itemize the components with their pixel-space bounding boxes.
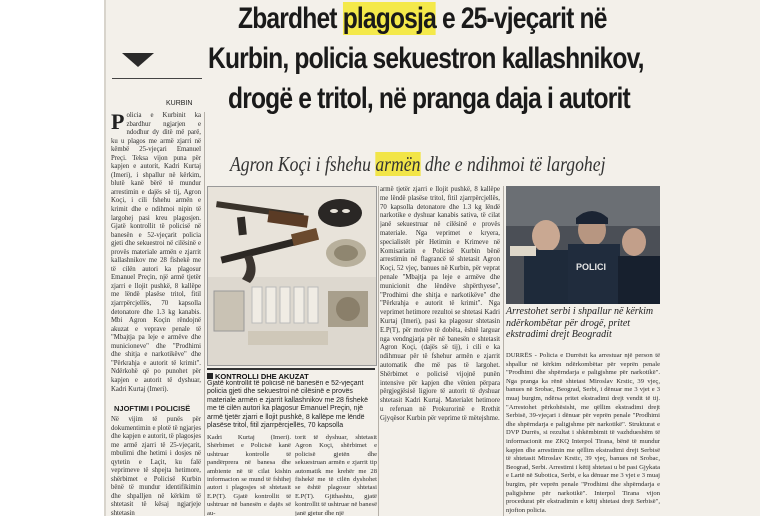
seized-weapons-image xyxy=(208,187,376,365)
column-rule xyxy=(204,112,205,516)
article-column-2: Kadri Kurtaj (Imeri). Shërbimet e Policisë kanë ushtruar kontrolle të pandërprera në banesa dhe ambiente në të cilat kishin informacion se mund të fshihej autori i plagosjes së shtetasit E.P(T). Gjatë kontrollit të ushtruar në banesën e dajës së au- xyxy=(207,434,291,516)
drop-cap: P xyxy=(111,112,125,134)
article-column-4: armë tjetër zjarri e llojit pushkë, 8 kallëpe me lëndë plasëse tritol, fitil zjarrpërcjellës, 70 kapsolla detonatore dhe 1.3 kg lëndë narkotike e dyshuar kanabis sativa, të cilat janë sekuestruar në cilësinë e provës materiale. Nga veprimet e kryera, specialistët për Hetimin e Krimeve në Komisariatin e Policisë Kurbin bënë arrestimin në flagrancë të shtetasit Agron Koçi, 52 vjeç, banues në Kurbin, për veprat penale "Mbajtja pa leje e armëve dhe municionit dhe lëndëve shpërthyese", "Prodhimi dhe shitja e narkotikëve" dhe "Përkrahja e autorit të krimit". Nga veprimet hetimore rezultoi se shtetasi Kadri Kurtaj (Imeri), pasi ka plagosur shtetasin E.P(T), për motive të dobëta, është larguar nga vendngjarja për në banesën e shtetasit Agron Koçi, (dajës së tij), i cili e ka ndihmuar për të fshehur armën e zjarrit automatik dhe më pas të largohet. Shërbimet e policisë vijojnë punën intensive për kapjen dhe vënien përpara përgjegjësisë ligjore të autorit të dyshuar shtetasit Kadri Kurtaj. Materialet hetimore u referuan në Prokurorinë e Rrethit Gjyqësor Kurbin për veprime të mëtejshme. xyxy=(380,186,500,422)
column-rule xyxy=(378,186,379,516)
headline-line-1 xyxy=(238,2,607,36)
photo-caption: Arrestohet serbi i shpallur në kërkim ndërkombëtar për drogë, pritet ekstradimi drejt Beogradit xyxy=(506,306,654,340)
headline-line-3: drogë e tritol, në pranga daja i autorit xyxy=(228,82,630,115)
article-column-3: torit të dyshuar, shtetasit Agron Koçi, shërbimet e policisë gjetën dhe sekuestruan armën e zjarrit tip automatik me krehër me 28 fishekë me të cilën dyshohet se është plagosur shtetasi E.P(T). Gjithashtu, gjatë kontrollit të ushtruar në banesë janë gjetur dhe një xyxy=(295,434,377,516)
section-heading: NJOFTIMI I POLICISË xyxy=(114,404,191,413)
article-column-1b: Në vijim të punës për dokumentimin e plotë të ngjarjes dhe kapjen e autorit, të plagosjes me armë zjarri të 25-vjeçarit, mbulimi dhe hetimi i dosjes në qytetin e Laçit, ku falë veprimeve të shpejta hetimore, shërbimet e Policisë Kurbin bënë të mundur identifikimin dhe shpalljen në kërkim të shtetasit të kësaj ngjarjeje shtetasin xyxy=(111,416,201,516)
police-image xyxy=(506,186,660,304)
box-title-text: KONTROLLI DHE AKUZAT xyxy=(215,372,309,381)
subhead-text: Agron Koçi i fshehu xyxy=(230,152,376,176)
headline-text: e 25-vjeçarit në xyxy=(435,2,607,35)
kicker-label: KURBIN xyxy=(166,100,193,107)
headline-highlight: plagosja xyxy=(342,2,436,35)
headline-text: Zbardhet xyxy=(238,2,343,35)
police-photo xyxy=(506,186,660,304)
bullet-square-icon xyxy=(207,373,213,379)
left-margin xyxy=(104,0,106,516)
article-column-1 xyxy=(111,112,201,402)
svg-text:POLICI: POLICI xyxy=(576,262,607,272)
divider xyxy=(112,78,202,79)
subheadline xyxy=(230,152,605,177)
box-text: Gjatë kontrollit të policisë në banesën e 52-vjeçarit policia gjeti dhe sekuestroi në cilësinë e provës materiale armën e zjarrit kallashnikov me 28 fishekë me të cilën autori ka plagosur Emanuel Preçin, një armë tjetër zjarri e llojit pushkë, 8 kallëpe me lëndë plasëse tritol, fitil zjarrpërcjellës, 70 kapsolla xyxy=(207,380,369,430)
seized-weapons-photo xyxy=(207,186,377,366)
subhead-highlight: armën xyxy=(375,152,421,176)
column-rule xyxy=(503,186,504,516)
section-arrow-icon xyxy=(122,53,154,67)
subhead-text: dhe e ndihmoi të largohej xyxy=(420,152,606,176)
headline-line-2: Kurbin, policia sekuestron kallashnikov, xyxy=(208,42,644,75)
sidebar-article: DURRËS - Policia e Durrësit ka arrestuar një person të shpallur në kërkim ndërkombëtar për veprën penale "Prodhimi dhe shpërndarja e paligjshme për narkotikë". Nga pranga ka rënë shtetasi Miroslav Krstic, 39 vjeç, banues në Srobac, Beograd, Serbi, i dënuar me 3 vjet e 3 muaj burgim, ndërsa pritet ekstradimi drejt vendit të tij. "Arrestohet përkohësisht, me qëllim ekstradimi drejt Serbisë, 39-vjeçari i dënuar për veprën penale "Prodhimi dhe shpërndarja e paligjshme për narkotikë". Strukturat e DVP Durrës, si rezultat i shkëmbimit të vazhdueshëm të informacionit me ZKQ Interpol Tirana, bënë të mundur kapjen dhe arrestimin me qëllim ekstradimi drejt Serbisë të shtetasit Miroslav Krstic, 39 vjeç, banues në Srobac, Beograd, Serbi. Arrestimi i këtij shtetasi u bë pasi Gjykata e Lartë në Subotica, Serbi, e ka dënuar me 3 vjet e 3 muaj burgim, për veprën penale "Prodhimi dhe shpërndarja e paligjshme për narkotikë". Interpol Tirana vijon procedurat për ekstradimin e këtij shtetasi drejt Serbisë", njofton policia. xyxy=(506,352,660,514)
column-text: olicia e Kurbinit ka zbardhur ngjarjen e ndodhur dy ditë më parë, ku u plagos me armë zjarri në këmbë 25-vjeçari Emanuel Preçi. Teksa vijon puna për kapjen e autorit, Kadri Kurtaj (Imeri), i shpallur në kërkim, blutë kanë bërë të mundur arrestimin e dajës së tij, Agron Koçi, i cili fshehu armën e krimit dhe e ndihmoi nipin të largohej pasi kreu plagosjen. Gjatë kontrollit të policisë në banesën e 52-vjeçarit policia gjeti dhe sekuestroi në cilësinë e provës materiale armën e zjarrit kallashnikov me 28 fishekë me të cilën autori ka plagosur Emanuel Preçin, një armë tjetër zjarri e llojit pushkë, 8 kallëpe me lëndë plasëse tritol, fitil zjarrpërcjellës, 70 kapsolla detonatore dhe 1.3 kg kanabis. Mbi Agron Koçin rëndojnë akuzat e veprave penale të "Mbajtja pa leje e armëve dhe municioneve" dhe "Prodhimi dhe shitja e narkotikëve" dhe "Përkrahja e autorit të krimit". Ndërkohë që po punohet për kapjen e autorit të dyshuar, Kadri Kurtaj (Imeri). xyxy=(111,112,201,393)
